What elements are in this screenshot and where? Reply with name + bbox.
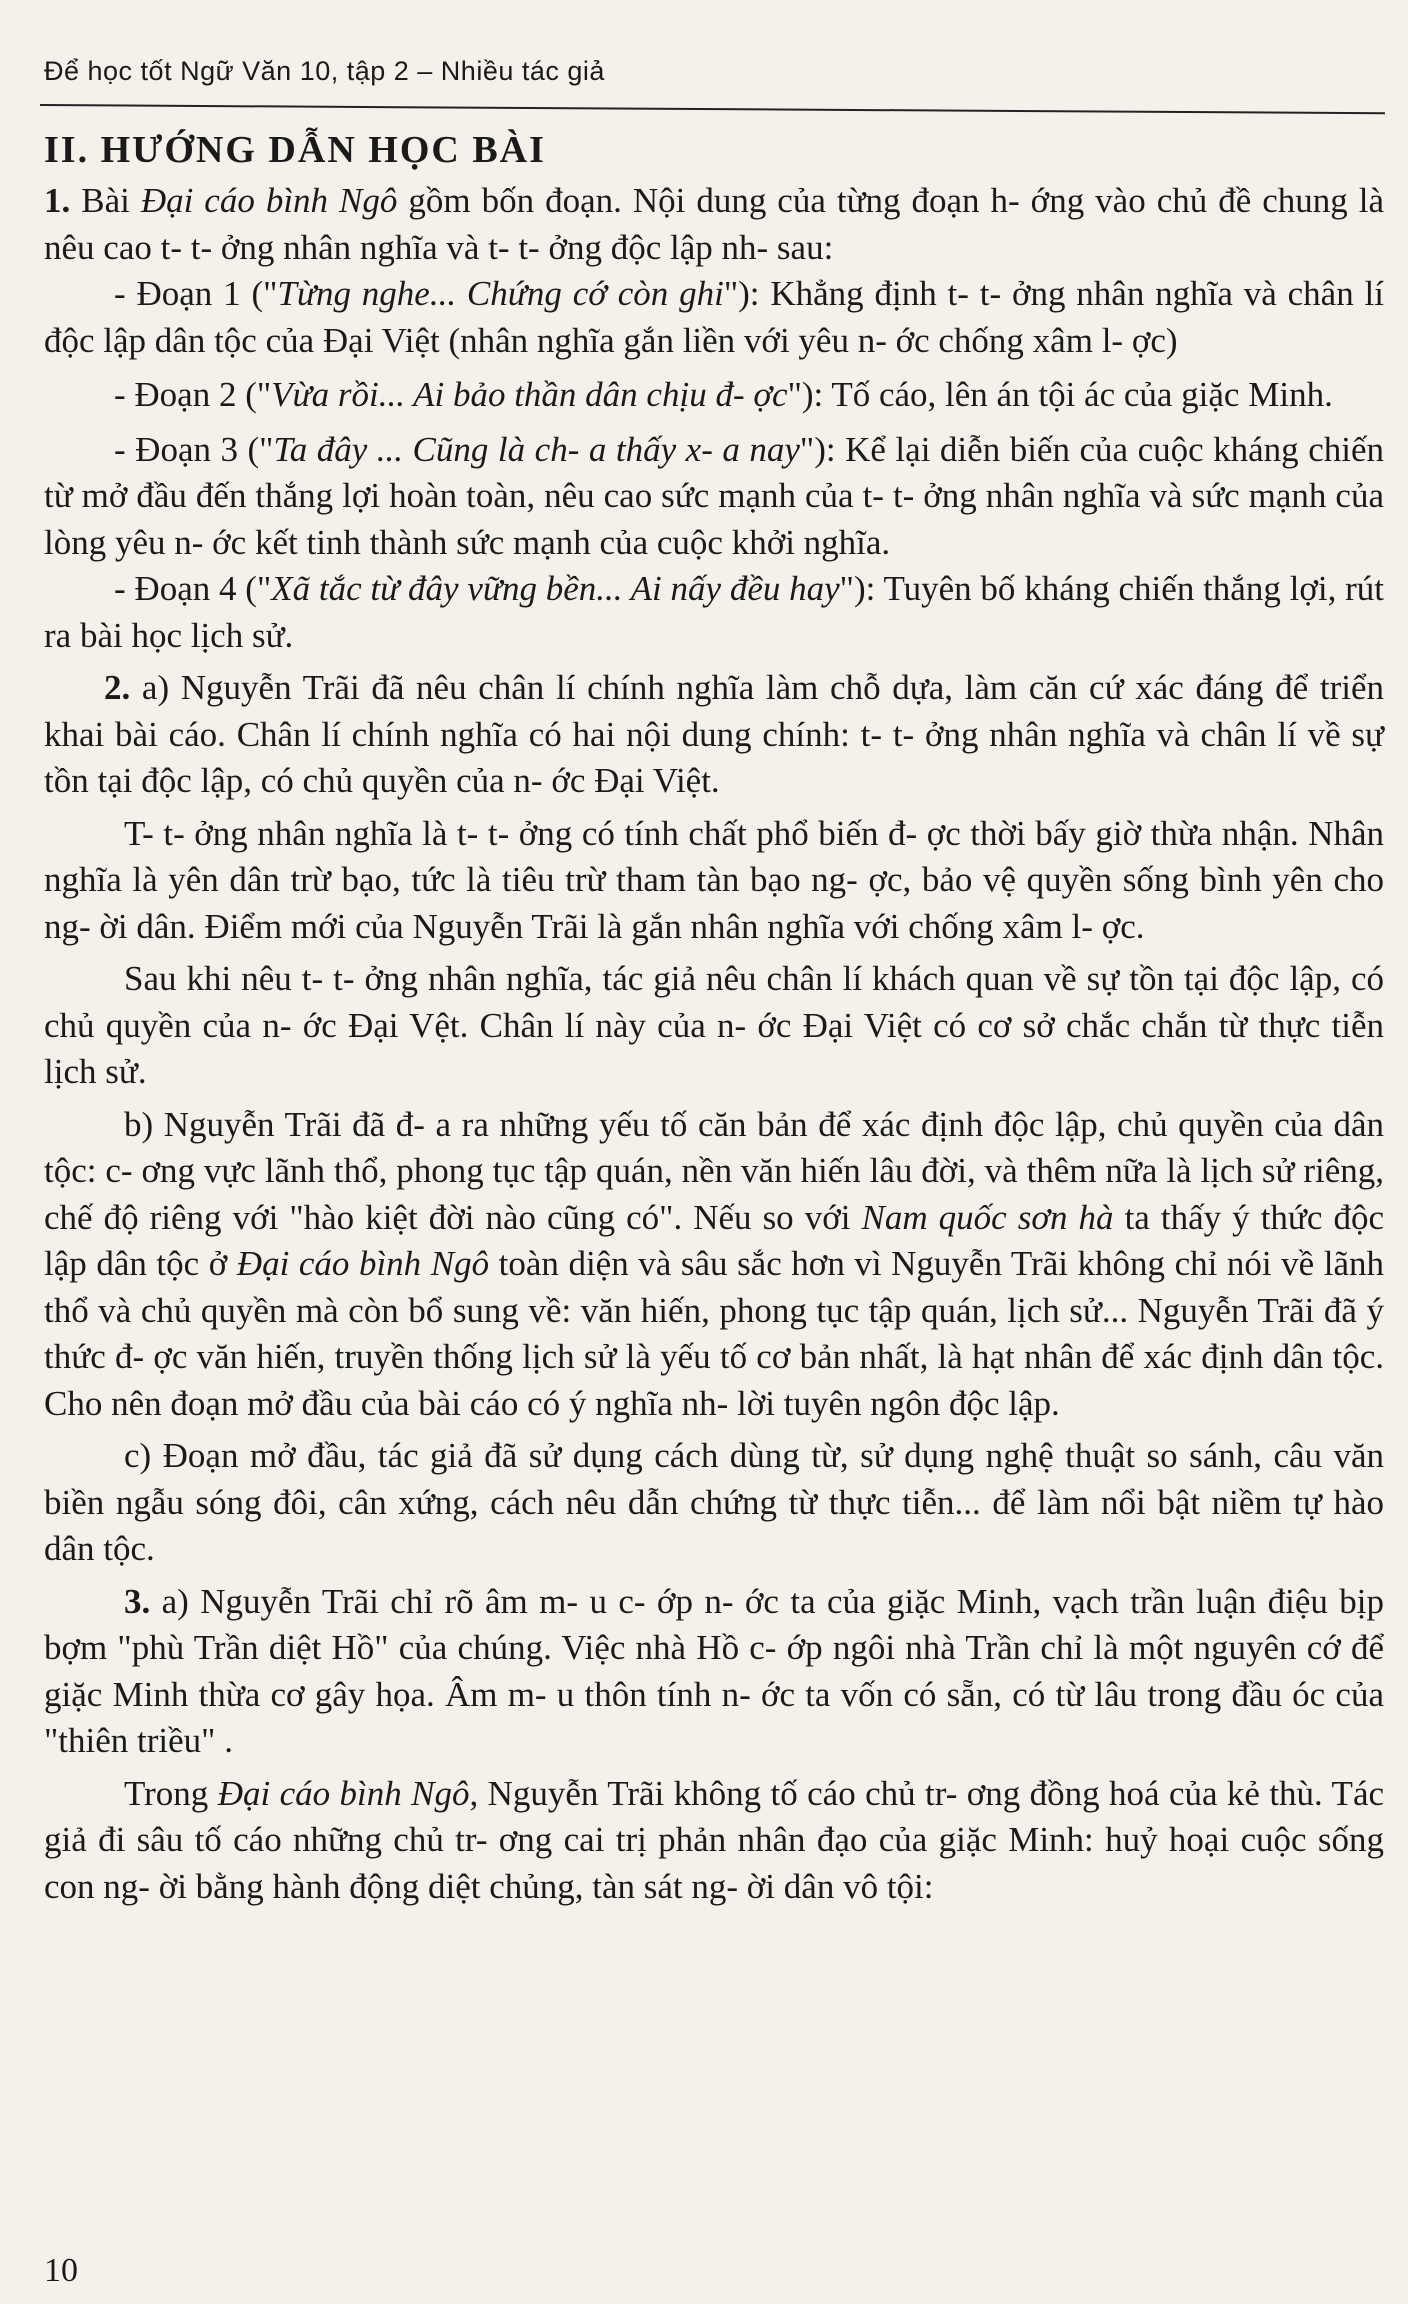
header-rule: [40, 104, 1385, 114]
paragraph-nhan-nghia: T- t- ởng nhân nghĩa là t- t- ởng có tính chất phổ biến đ- ợc thời bấy giờ thừa nhận. Nhân nghĩa là yên dân trừ bạo, tức là tiêu trừ tham tàn bạo ng- ợc, bảo vệ quyền sống bình yên cho ng- ời dân. Điểm mới của Nguyễn Trãi là gắn nhân nghĩa với chống xâm l- ợc.: [44, 813, 1384, 946]
paragraph-3a: 3. a) Nguyễn Trãi chỉ rõ âm m- u c- ớp n- ớc ta của giặc Minh, vạch trần luận điệu bịp bợm "phù Trần diệt Hồ" của chúng. Việc nhà Hồ c- ớp ngôi nhà Trần chỉ là một nguyên cớ để giặc Minh thừa cơ gây họa. Âm m- u thôn tính n- ớc ta vốn có sẵn, có từ lâu trong đầu óc của "thiên triều" .: [44, 1581, 1384, 1760]
paragraph-doan-1: - Đoạn 1 ("Từng nghe... Chứng cớ còn ghi"): Khẳng định t- t- ởng nhân nghĩa và chân lí độc lập dân tộc của Đại Việt (nhân nghĩa gắn liền với yêu n- ớc chống xâm l- ợc): [44, 274, 1384, 360]
paragraph-2a: 2. a) Nguyễn Trãi đã nêu chân lí chính nghĩa làm chỗ dựa, làm căn cứ xác đáng để triển khai bài cáo. Chân lí chính nghĩa có hai nội dung chính: t- t- ởng nhân nghĩa và chân lí về sự tồn tại độc lập, có chủ quyền của n- ớc Đại Việt.: [44, 668, 1384, 800]
paragraph-2c: c) Đoạn mở đầu, tác giả đã sử dụng cách dùng từ, sử dụng nghệ thuật so sánh, câu văn biền ngẫu sóng đôi, cân xứng, cách nêu dẫn chứng từ thực tiễn... để làm nổi bật niềm tự hào dân tộc.: [44, 1436, 1384, 1568]
paragraph-doan-3: - Đoạn 3 ("Ta đây ... Cũng là ch- a thấy x- a nay"): Kể lại diễn biến của cuộc kháng chiến từ mở đầu đến thắng lợi hoàn toàn, nêu cao sức mạnh của t- t- ởng nhân nghĩa và sức mạnh của lòng yêu n- ớc kết tinh thành sức mạnh của cuộc khởi nghĩa.: [44, 429, 1384, 562]
paragraph-2b: b) Nguyễn Trãi đã đ- a ra những yếu tố căn bản để xác định độc lập, chủ quyền của dân tộc: c- ơng vực lãnh thổ, phong tục tập quán, nền văn hiến lâu đời, và thêm nữa là lịch sử riêng, chế độ riêng với "hào kiệt đời nào cũng có". Nếu so với Nam quốc sơn hà ta thấy ý thức độc lập dân tộc ở Đại cáo bình Ngô toàn diện và sâu sắc hơn vì Nguyễn Trãi không chỉ nói về lãnh thổ và chủ quyền mà còn bổ sung về: văn hiến, phong tục tập quán, lịch sử... Nguyễn Trãi đã ý thức đ- ợc văn hiến, truyền thống lịch sử là yếu tố cơ bản nhất, là hạt nhân để xác định dân tộc. Cho nên đoạn mở đầu của bài cáo có ý nghĩa nh- lời tuyên ngôn độc lập.: [44, 1104, 1385, 1423]
paragraph-doan-4: - Đoạn 4 ("Xã tắc từ đây vững bền... Ai nấy đều hay"): Tuyên bố kháng chiến thắng lợi, rút ra bài học lịch sử.: [44, 569, 1384, 655]
body-text: [44, 178, 1384, 1910]
paragraph-doan-2: - Đoạn 2 ("Vừa rồi... Ai bảo thần dân chịu đ- ợc"): Tố cáo, lên án tội ác của giặc Minh.: [114, 375, 1333, 414]
paragraph-chan-li: Sau khi nêu t- t- ởng nhân nghĩa, tác giả nêu chân lí khách quan về sự tồn tại độc lập, có chủ quyền của n- ớc Đại Vệt. Chân lí này của n- ớc Đại Việt có cơ sở chắc chắn từ thực tiễn lịch sử.: [44, 959, 1384, 1091]
paragraph-trong-dai-cao: Trong Đại cáo bình Ngô, Nguyễn Trãi không tố cáo chủ tr- ơng đồng hoá của kẻ thù. Tác giả đi sâu tố cáo những chủ tr- ơng cai trị phản nhân đạo của giặc Minh: huỷ hoại cuộc sống con ng- ời bằng hành động diệt chủng, tàn sát ng- ời dân vô tội:: [44, 1773, 1385, 1906]
paragraph-1: 1. Bài Đại cáo bình Ngô gồm bốn đoạn. Nội dung của từng đoạn h- ớng vào chủ đề chung là nêu cao t- t- ởng nhân nghĩa và t- t- ởng độc lập nh- sau:: [44, 181, 1385, 267]
section-title: II. HƯỚNG DẪN HỌC BÀI: [44, 129, 546, 171]
page-number: 10: [44, 2252, 78, 2289]
running-header: Để học tốt Ngữ Văn 10, tập 2 – Nhiều tác giả: [44, 56, 605, 86]
